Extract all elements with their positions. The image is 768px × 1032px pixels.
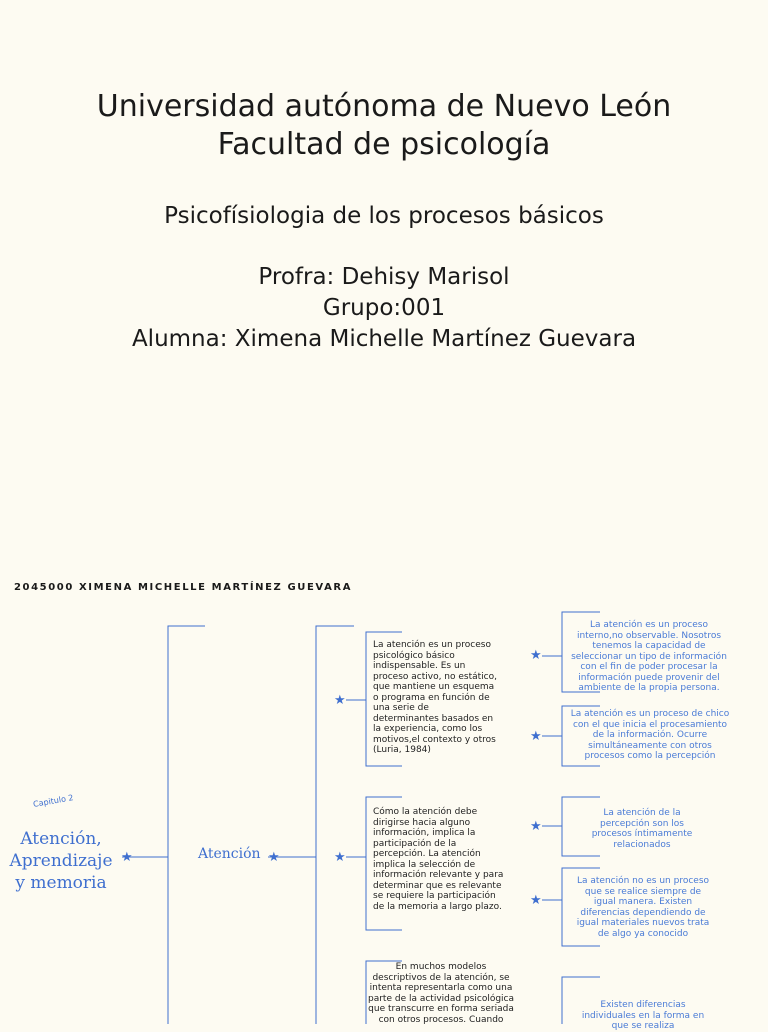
- university-name: Universidad autónoma de Nuevo León: [96, 89, 672, 124]
- level4-box-5: Existen diferencias individuales en la forma en que se realiza: [581, 1000, 705, 1031]
- professor-name: Profra: Dehisy Marisol: [258, 264, 510, 290]
- bracket-level2: [168, 626, 205, 1024]
- level3-box-2: Cómo la atención debe dirigirse hacia alguno información, implica la participación de la percepción. La atención implica la selección de información relevante y para determinar que es relevante se requiere la participación de la memoria a largo plazo.: [373, 807, 504, 912]
- star-icon: ★: [268, 850, 280, 865]
- star-icon: ★: [530, 648, 542, 663]
- level4-box-3: La atención de la percepción son los procesos íntimamente relacionados: [591, 808, 693, 850]
- chapter-label: Capitulo 2: [32, 793, 75, 809]
- star-icon: ★: [334, 693, 346, 708]
- level4-box-4: La atención no es un proceso que se realice siempre de igual manera. Existen diferencias dependiendo de igual materiales nuevos trata de algo ya conocido: [576, 876, 710, 939]
- map-credit: 2045000 XIMENA MICHELLE MARTÍNEZ GUEVARA: [14, 582, 353, 593]
- group-number: Grupo:001: [322, 295, 446, 321]
- main-topic-line-1: Atención,: [20, 829, 102, 849]
- subject-name: Psicofísiologia de los procesos básicos: [164, 203, 604, 229]
- student-name: Alumna: Ximena Michelle Martínez Guevara: [131, 326, 637, 352]
- main-topic: [0, 828, 122, 894]
- level3-box-3: En muchos modelos descriptivos de la atención, se intenta representarla como una parte de la actividad psicológica que transcurre en forma seriada con otros procesos. Cuando: [368, 962, 515, 1025]
- faculty-name: Facultad de psicología: [217, 127, 551, 162]
- level4-box-1: La atención es un proceso interno,no observable. Nosotros tenemos la capacidad de seleccionar un tipo de información con el fin de poder procesar la información puede provenir del ambiente de la propia persona.: [571, 620, 727, 693]
- level4-box-2: La atención es un proceso de chico con el que inicia el procesamiento de la información. Ocurre simultáneamente con otros procesos como la percepción: [570, 709, 730, 761]
- level3-box-1: La atención es un proceso psicológico básico indispensable. Es un proceso activo, no estático, que mantiene un esquema o programa en función de una serie de determinantes basados en la experiencia, como los motivos,el contexto y otros (Luria, 1984): [373, 640, 497, 755]
- star-icon: ★: [530, 729, 542, 744]
- star-icon: ★: [121, 850, 133, 865]
- bracket-level3: [316, 626, 354, 1024]
- star-icon: ★: [530, 893, 542, 908]
- sub-topic: Atención: [198, 846, 261, 862]
- star-icon: ★: [334, 850, 346, 865]
- main-topic-line-2: Aprendizaje: [9, 851, 113, 871]
- main-topic-line-3: y memoria: [15, 873, 107, 893]
- star-icon: ★: [530, 819, 542, 834]
